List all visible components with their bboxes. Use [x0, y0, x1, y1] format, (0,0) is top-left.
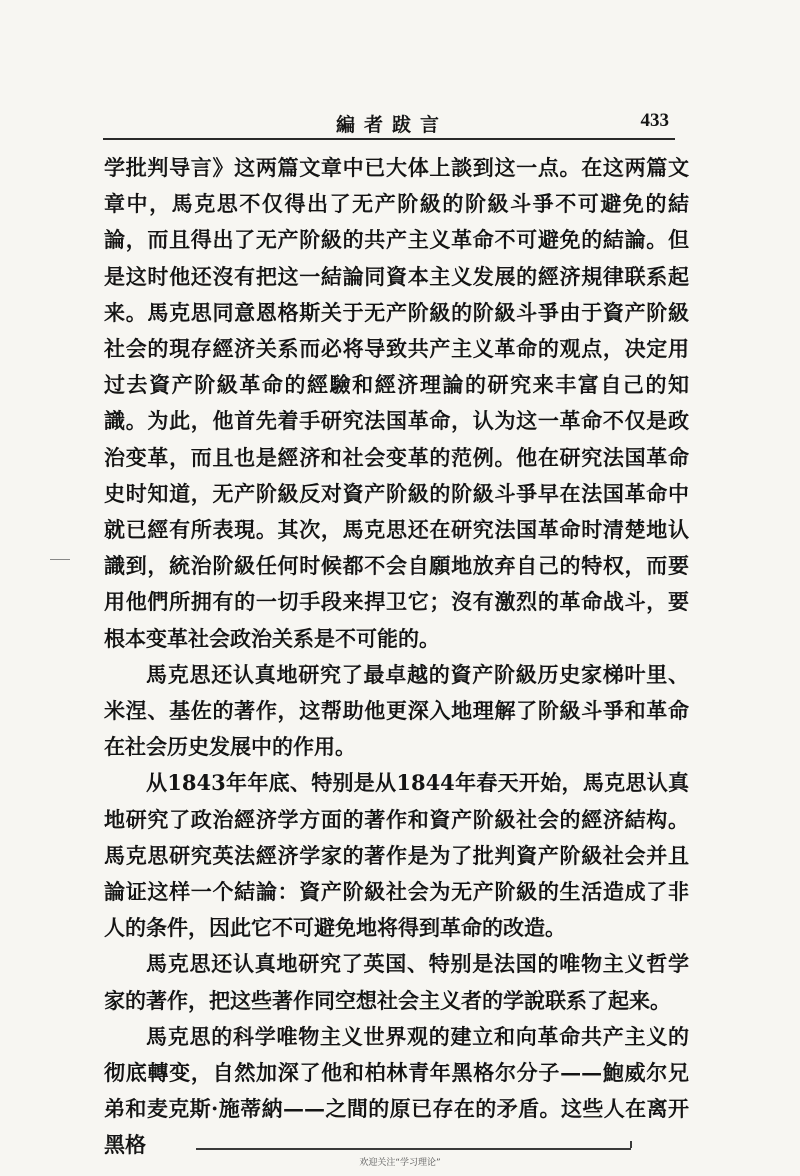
margin-mark [50, 559, 70, 560]
body-text [104, 150, 689, 1164]
paragraph-3: 从1843年年底、特别是从1844年春天开始，馬克思认真地研究了政治經济学方面的著作和資产阶級社会的經济結构。馬克思研究英法經济学家的著作是为了批判資产阶級社会并且論证这样一个結論：資产阶級社会为无产阶級的生活造成了非人的条件，因此它不可避免地将得到革命的改造。 [104, 770, 689, 941]
paragraph-2: 馬克思还认真地研究了最卓越的資产阶級历史家梯叶里、米涅、基佐的著作，这帮助他更深入地理解了阶級斗爭和革命在社会历史发展中的作用。 [104, 661, 689, 760]
header-rule [103, 138, 675, 140]
header-title: 編者跋言 [336, 114, 449, 136]
footer-note: 欢迎关注“学习理论” [359, 1158, 441, 1168]
paragraph-4: 馬克思还认真地研究了英国、特别是法国的唯物主义哲学家的著作，把这些著作同空想社会主义者的学說联系了起来。 [104, 951, 689, 1013]
page-number: 433 [640, 110, 669, 131]
footer-tick [618, 1141, 632, 1148]
paragraph-1: 学批判导言》这两篇文章中已大体上談到这一点。在这两篇文章中，馬克思不仅得出了无产阶級的阶級斗爭不可避免的結論，而且得出了无产阶級的共产主义革命不可避免的結論。但是这时他还沒有把这一結論同資本主义发展的經济規律联系起来。馬克思同意恩格斯关于无产阶級的阶級斗爭由于資产阶級社会的現存經济关系而必将导致共产主义革命的观点，决定用过去資产阶級革命的經驗和經济理論的研究来丰富自己的知識。为此，他首先着手研究法国革命，认为这一革命不仅是政治变革，而且也是經济和社会变革的范例。他在研究法国革命史时知道，无产阶級反对資产阶級的阶級斗爭早在法国革命中就已經有所表現。其次，馬克思还在研究法国革命时清楚地认識到，統治阶級任何时候都不会自願地放弃自己的特权，而要用他們所拥有的一切手段来捍卫它；沒有激烈的革命战斗，要根本变革社会政治关系是不可能的。 [104, 155, 689, 651]
paragraph-5: 馬克思的科学唯物主义世界观的建立和向革命共产主义的彻底轉变，自然加深了他和柏林青年黑格尔分子——鮑威尔兄弟和麦克斯·施蒂納——之間的原已存在的矛盾。这些人在离开黑格 [104, 1023, 689, 1158]
running-header [103, 110, 675, 138]
footer-rule [196, 1148, 631, 1150]
